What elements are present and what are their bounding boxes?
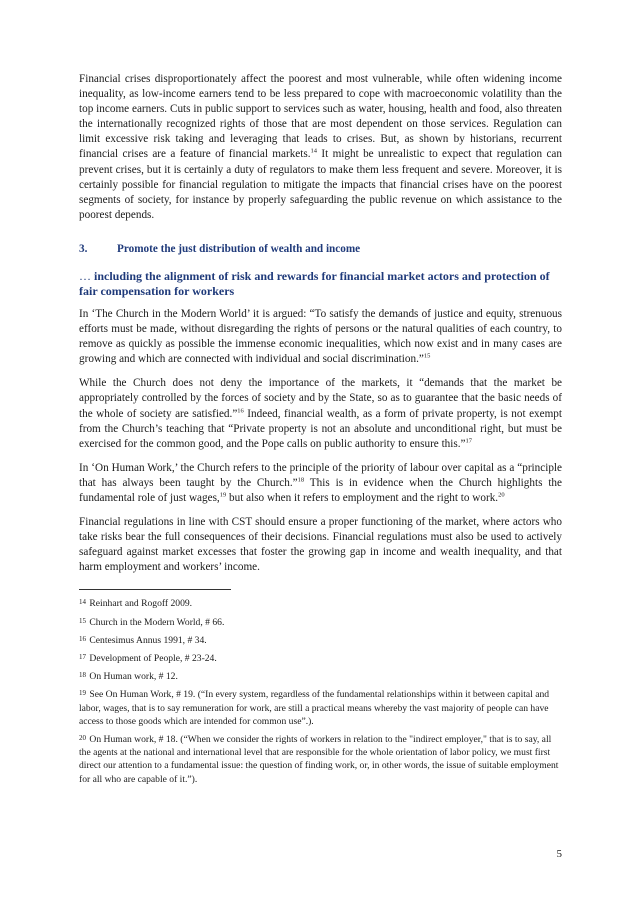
footnote-separator — [79, 589, 231, 590]
paragraph-markets — [79, 376, 562, 451]
footnote-text: On Human work, # 18. (“When we consider the rights of workers in relation to the "indirect employer," that is to say, all the agents at the national and international level that are responsible for the whole orientation of labor policy, we must first direct our attention to a fundamental issue: the question of finding work, or, in other words, the issue of suitable employment for all who are capable of it.”). — [79, 734, 559, 785]
paragraph-church-modern-world — [79, 307, 562, 367]
footnote — [79, 651, 562, 665]
footnote-number: 19 — [79, 689, 86, 698]
footnote-number: 18 — [79, 671, 86, 680]
footnote — [79, 615, 562, 629]
footnote — [79, 732, 562, 786]
subheading-ellipsis: … — [79, 268, 91, 283]
footnotes — [79, 596, 562, 785]
section-subheading — [79, 269, 562, 299]
footnote-ref: 19 — [219, 491, 227, 499]
paragraph-cst-regulations: Financial regulations in line with CST should ensure a proper functioning of the market, where actors who take risks bear the full consequences of their decisions. Financial regulations must also be used to actively safeguard against market excesses that foster the growing gap in income and wealth inequality, and that harm employment and workers’ income. — [79, 516, 562, 574]
footnote-text: On Human work, # 12. — [87, 671, 178, 683]
text-run: Financial crises disproportionately affect the poorest and most vulnerable, while often widening income inequality, as low-income earners tend to be less prepared to cope with macroeconomic volatility than the top income earners. Cuts in public support to services such as water, housing, health and food, also threaten the internationally recognized rights of those that are most dependent on those services. Regulation can limit excessive risk taking and leveraging that leads to crises. But, as shown by historians, recurrent financial crises are a feature of financial markets. — [79, 73, 562, 161]
footnote-ref: 18 — [297, 476, 305, 484]
footnote-ref: 14 — [310, 147, 318, 155]
footnote — [79, 687, 562, 728]
footnote-number: 14 — [79, 598, 86, 607]
footnote-number: 15 — [79, 616, 86, 625]
text-run: While the Church does not deny the importance of the markets, it “demands that the market be appropriately controlled by the forces of society and by the State, so as to guarantee that the basic needs of the whole of society are satisfied.” — [79, 377, 562, 420]
footnote — [79, 596, 562, 610]
footnote-number: 16 — [79, 634, 86, 643]
footnote-ref: 16 — [237, 406, 244, 414]
footnote-ref: 20 — [498, 491, 505, 499]
footnote-number: 20 — [79, 734, 86, 743]
text-run: This is in evidence when the Church highlights the fundamental role of just wages, — [79, 476, 562, 504]
subheading-text: including the alignment of risk and rewards for financial market actors and protection of fair compensation for workers — [79, 268, 550, 298]
footnote-text: Centesimus Annus 1991, # 34. — [87, 634, 207, 646]
text-run: Indeed, financial wealth, as a form of private property, is not exempt from the Church’s teaching that “Private property is not an absolute and unconditional right, but must be exercised for the common good, and the Pope calls on public authority to ensure this.” — [79, 407, 563, 450]
footnote-text: Church in the Modern World, # 66. — [87, 616, 225, 628]
text-run: It might be unrealistic to expect that regulation can prevent crises, but it is certainly a duty of regulators to make them less frequent and severe. Moreover, it is certainly possible for financial regulation to mitigate the impacts that financial crises have on the poorest segments of society, for instance by properly safeguarding the public revenue on which assistance to the poorest depends. — [79, 148, 562, 221]
section-title: Promote the just distribution of wealth and income — [117, 242, 361, 255]
footnote-text: Development of People, # 23-24. — [87, 653, 217, 665]
footnote-number: 17 — [79, 653, 86, 662]
paragraph-human-work — [79, 461, 562, 506]
footnote — [79, 633, 562, 647]
footnote-text: Reinhart and Rogoff 2009. — [87, 598, 193, 610]
footnote-text: See On Human Work, # 19. (“In every system, regardless of the fundamental relationships within it between capital and labor, wages, that is to say remuneration for work, are still a practical means whereby the vast majority of people can have access to those goods which are intended for common use”.). — [79, 689, 550, 727]
page-number: 5 — [556, 848, 562, 860]
section-number: 3. — [79, 242, 88, 255]
footnote-ref: 17 — [465, 436, 472, 444]
footnote-ref: 15 — [423, 352, 431, 360]
text-run: In ‘On Human Work,’ the Church refers to the principle of the priority of labour over capital as a “principle that has always been taught by the Church.” — [79, 461, 562, 489]
section-heading — [79, 242, 562, 257]
text-run: but also when it refers to employment and the right to work. — [226, 491, 499, 504]
footnote — [79, 669, 562, 683]
text-run: In ‘The Church in the Modern World’ it is argued: “To satisfy the demands of justice and equity, strenuous efforts must be made, without disregarding the rights of persons or the natural qualities of each country, to remove as quickly as possible the immense economic inequalities, which now exist and in many cases are growing and which are connected with individual and social discrimination.” — [79, 307, 562, 366]
paragraph-financial-crises — [79, 72, 562, 223]
